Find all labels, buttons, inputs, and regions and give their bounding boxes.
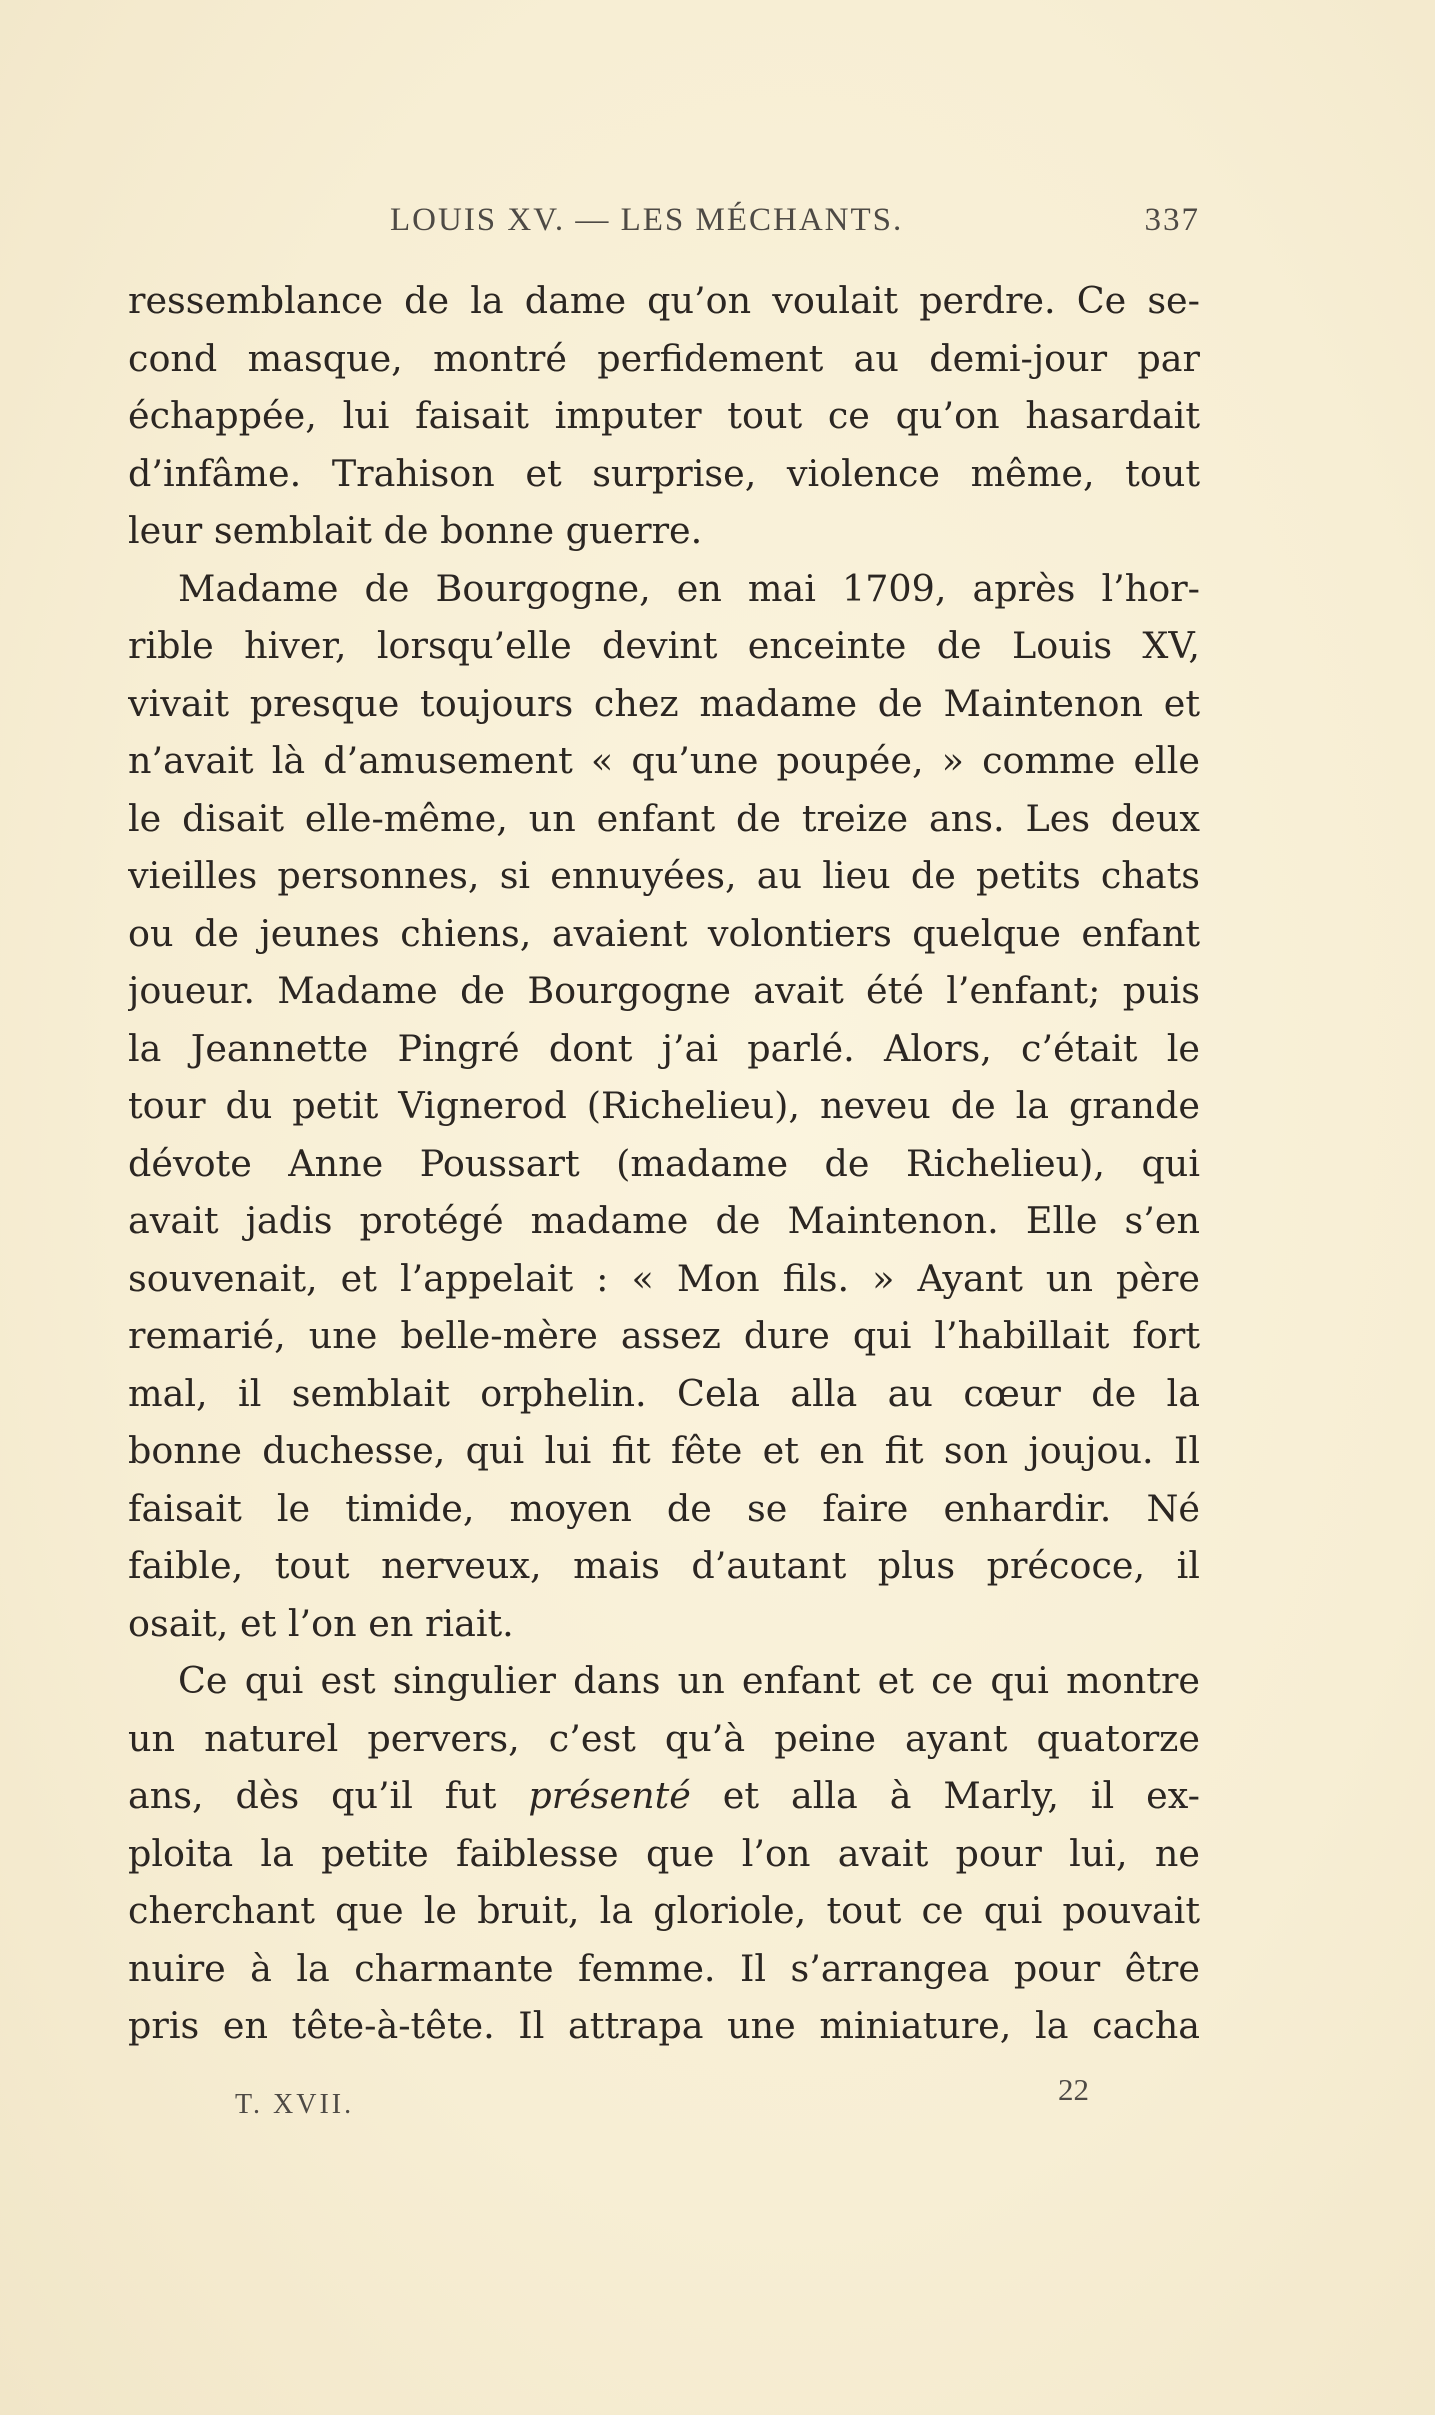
text-line: dévote Anne Poussart (madame de Richelieu), qui <box>128 1141 1200 1185</box>
text-line: cherchant que le bruit, la gloriole, tout ce qui pouvait <box>128 1889 1200 1932</box>
text-line: Ce qui est singulier dans un enfant et ce qui montre <box>178 1659 1200 1702</box>
text-line: un naturel pervers, c’est qu’à peine ayant quatorze <box>128 1716 1200 1760</box>
italic-word: présenté <box>528 1774 691 1817</box>
body-text <box>128 272 1200 2055</box>
text-line: mal, il semblait orphelin. Cela alla au cœur de la <box>128 1371 1200 1415</box>
text-line: échappée, lui faisait imputer tout ce qu’on hasardait <box>128 394 1200 437</box>
text-line: vivait presque toujours chez madame de Maintenon et <box>128 681 1200 725</box>
text-line: faisait le timide, moyen de se faire enhardir. Né <box>128 1486 1200 1530</box>
text-line: remarié, une belle-mère assez dure qui l’habillait fort <box>128 1314 1200 1357</box>
text-line: souvenait, et l’appelait : « Mon fils. » Ayant un père <box>128 1256 1200 1300</box>
text-line: Madame de Bourgogne, en mai 1709, après l’hor- <box>178 566 1200 610</box>
text-line: nuire à la charmante femme. Il s’arrangea pour être <box>128 1946 1200 1990</box>
text-line: tour du petit Vignerod (Richelieu), neveu de la grande <box>128 1084 1200 1127</box>
text-line: pris en tête-à-tête. Il attrapa une miniature, la cacha <box>128 2004 1200 2047</box>
text-segment: ans, dès qu’il fut <box>128 1774 497 1817</box>
text-line: n’avait là d’amusement « qu’une poupée, » comme elle <box>128 739 1200 782</box>
text-line: ou de jeunes chiens, avaient volontiers quelque enfant <box>128 911 1200 955</box>
text-line: la Jeannette Pingré dont j’ai parlé. Alors, c’était le <box>128 1026 1200 1070</box>
text-line: bonne duchesse, qui lui fit fête et en fit son joujou. Il <box>128 1429 1200 1472</box>
sheet-number: 22 <box>1058 2072 1089 2107</box>
signature-mark: T. XVII. <box>235 2089 355 2120</box>
text-segment: et alla à Marly, il ex- <box>722 1774 1200 1817</box>
text-line: joueur. Madame de Bourgogne avait été l’enfant; puis <box>128 969 1200 1012</box>
text-line: faible, tout nerveux, mais d’autant plus précoce, il <box>128 1544 1200 1587</box>
text-line-with-italic <box>128 1767 1200 1825</box>
text-line: d’infâme. Trahison et surprise, violence même, tout <box>128 451 1200 495</box>
text-line: cond masque, montré perfidement au demi-jour par <box>128 336 1200 380</box>
text-line: leur semblait de bonne guerre. <box>128 509 703 552</box>
text-line: rible hiver, lorsqu’elle devint enceinte de Louis XV, <box>128 624 1200 667</box>
text-line: osait, et l’on en riait. <box>128 1601 514 1645</box>
page-number: 337 <box>1144 202 1200 238</box>
running-head <box>128 202 1200 242</box>
text-line: le disait elle-même, un enfant de treize ans. Les deux <box>128 796 1200 840</box>
text-line: avait jadis protégé madame de Maintenon. Elle s’en <box>128 1199 1200 1242</box>
text-line: ressemblance de la dame qu’on voulait perdre. Ce se- <box>128 279 1200 322</box>
text-line: ploita la petite faiblesse que l’on avait pour lui, ne <box>128 1831 1200 1875</box>
text-line: vieilles personnes, si ennuyées, au lieu de petits chats <box>128 854 1200 897</box>
running-title: LOUIS XV. — LES MÉCHANTS. <box>390 202 904 238</box>
